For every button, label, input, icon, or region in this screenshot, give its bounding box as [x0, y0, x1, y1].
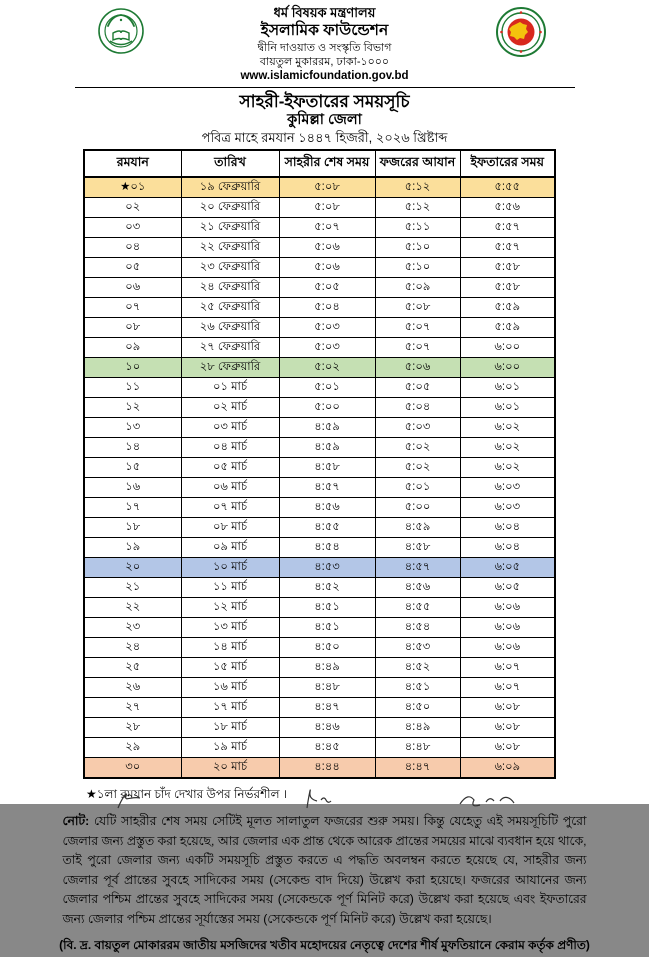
iftar-time-cell: ৬:০৬: [460, 598, 555, 618]
iftar-time-cell: ৬:০৮: [460, 738, 555, 758]
table-row: [84, 258, 555, 278]
ramadan-day-cell: ১৬: [84, 478, 181, 498]
table-row: [84, 418, 555, 438]
ramadan-day-cell: ★০১: [84, 177, 181, 198]
iftar-time-cell: ৬:০৩: [460, 478, 555, 498]
table-row: [84, 538, 555, 558]
ramadan-day-cell: ২৫: [84, 658, 181, 678]
fajr-time-cell: ৫:০২: [375, 458, 460, 478]
sahri-time-cell: ৪:৫০: [279, 638, 375, 658]
table-row: [84, 458, 555, 478]
ramadan-day-cell: ১৭: [84, 498, 181, 518]
date-cell: ১৬ মার্চ: [181, 678, 279, 698]
table-row: [84, 278, 555, 298]
date-cell: ১৯ মার্চ: [181, 738, 279, 758]
sahri-time-cell: ৫:০৩: [279, 338, 375, 358]
sahri-time-cell: ৫:০১: [279, 378, 375, 398]
fajr-time-cell: ৫:০৯: [375, 278, 460, 298]
address-line: বায়তুল মুকাররম, ঢাকা-১০০০: [259, 56, 390, 68]
page-subtitle: পবিত্র মাহে রমযান ১৪৪৭ হিজরী, ২০২৬ খ্রিষ্টাব্দ: [201, 130, 448, 145]
ramadan-day-cell: ২০: [84, 558, 181, 578]
sahri-time-cell: ৫:০৪: [279, 298, 375, 318]
sahri-time-cell: ৫:০৬: [279, 258, 375, 278]
ramadan-day-cell: ২৩: [84, 618, 181, 638]
fajr-time-cell: ৫:০১: [375, 478, 460, 498]
sahri-time-cell: ৪:৪৮: [279, 678, 375, 698]
table-row: [84, 658, 555, 678]
ministry-name: ধর্ম বিষয়ক মন্ত্রণালয়: [273, 5, 376, 20]
iftar-time-cell: ৫:৫৭: [460, 218, 555, 238]
date-cell: ১৪ মার্চ: [181, 638, 279, 658]
table-row: [84, 338, 555, 358]
document-header: [0, 0, 649, 83]
date-cell: ২০ ফেব্রুয়ারি: [181, 198, 279, 218]
table-row: [84, 438, 555, 458]
table-row: [84, 618, 555, 638]
table-row: [84, 318, 555, 338]
ramadan-day-cell: ০৮: [84, 318, 181, 338]
iftar-time-cell: ৬:০৯: [460, 758, 555, 779]
table-row: [84, 177, 555, 198]
fajr-time-cell: ৪:৫৬: [375, 578, 460, 598]
date-cell: ০৩ মার্চ: [181, 418, 279, 438]
fajr-time-cell: ৫:১০: [375, 238, 460, 258]
iftar-time-cell: ৬:০০: [460, 338, 555, 358]
signature-mark: [452, 788, 522, 808]
islamic-foundation-seal-icon: [98, 8, 144, 54]
fajr-time-cell: ৫:০৪: [375, 398, 460, 418]
table-row: [84, 518, 555, 538]
sahri-time-cell: ৪:৫১: [279, 618, 375, 638]
credit-line: (বি. দ্র. বায়তুল মোকাররম জাতীয় মসজিদের খতীব মহোদয়ের নেতৃত্বে দেশের শীর্ষ মুফতিয়ানে কেরাম কর্তৃক প্রণীত): [59, 938, 590, 952]
iftar-time-cell: ৬:০৭: [460, 658, 555, 678]
district-name: কুমিল্লা জেলা: [287, 112, 362, 128]
iftar-time-cell: ৬:০২: [460, 458, 555, 478]
sahri-time-cell: ৪:৫১: [279, 598, 375, 618]
iftar-time-cell: ৬:০৮: [460, 718, 555, 738]
ramadan-day-cell: ০২: [84, 198, 181, 218]
date-cell: ০৪ মার্চ: [181, 438, 279, 458]
table-row: [84, 378, 555, 398]
fajr-time-cell: ৫:১১: [375, 218, 460, 238]
ramadan-day-cell: ০৬: [84, 278, 181, 298]
sahri-time-cell: ৫:০৬: [279, 238, 375, 258]
table-row: [84, 558, 555, 578]
date-cell: ২০ মার্চ: [181, 758, 279, 779]
moon-sighting-note: ★১লা রমযান চাঁদ দেখার উপর নির্ভরশীল ।: [86, 787, 288, 801]
fajr-time-cell: ৪:৪৯: [375, 718, 460, 738]
fajr-time-cell: ৪:৫৩: [375, 638, 460, 658]
fajr-time-cell: ৫:০২: [375, 438, 460, 458]
table-row: [84, 578, 555, 598]
iftar-time-cell: ৫:৫৫: [460, 177, 555, 198]
sahri-time-cell: ৫:০৭: [279, 218, 375, 238]
iftar-time-cell: ৬:০১: [460, 398, 555, 418]
date-cell: ১৫ মার্চ: [181, 658, 279, 678]
header-divider: [75, 87, 575, 88]
iftar-time-cell: ৫:৫৮: [460, 278, 555, 298]
ramadan-day-cell: ১৮: [84, 518, 181, 538]
date-cell: ১৭ মার্চ: [181, 698, 279, 718]
fajr-time-cell: ৪:৫১: [375, 678, 460, 698]
iftar-time-cell: ৬:০২: [460, 418, 555, 438]
iftar-time-cell: ৬:০৫: [460, 558, 555, 578]
table-row: [84, 638, 555, 658]
ramadan-day-cell: ০৯: [84, 338, 181, 358]
table-row: [84, 398, 555, 418]
date-cell: ০৮ মার্চ: [181, 518, 279, 538]
table-row: [84, 738, 555, 758]
fajr-time-cell: ৪:৫৮: [375, 538, 460, 558]
iftar-time-cell: ৫:৫৮: [460, 258, 555, 278]
ramadan-day-cell: ২২: [84, 598, 181, 618]
fajr-time-cell: ৫:১০: [375, 258, 460, 278]
sahri-time-cell: ৪:৫৪: [279, 538, 375, 558]
fajr-time-cell: ৪:৫৪: [375, 618, 460, 638]
date-cell: ১১ মার্চ: [181, 578, 279, 598]
sahri-time-cell: ৫:০৫: [279, 278, 375, 298]
ramadan-day-cell: ১৪: [84, 438, 181, 458]
date-cell: ২৩ ফেব্রুয়ারি: [181, 258, 279, 278]
iftar-time-cell: ৬:০৩: [460, 498, 555, 518]
ramadan-day-cell: ১০: [84, 358, 181, 378]
fajr-time-cell: ৫:০৭: [375, 338, 460, 358]
iftar-time-cell: ৬:০৭: [460, 678, 555, 698]
table-row: [84, 698, 555, 718]
fajr-time-cell: ৪:৫৯: [375, 518, 460, 538]
fajr-time-cell: ৫:০০: [375, 498, 460, 518]
table-row: [84, 298, 555, 318]
fajr-time-cell: ৪:৫৭: [375, 558, 460, 578]
table-row: [84, 478, 555, 498]
fajr-time-cell: ৪:৪৭: [375, 758, 460, 779]
ramadan-day-cell: ১১: [84, 378, 181, 398]
note-label: নোট:: [62, 814, 90, 828]
sahri-time-cell: ৪:৫৭: [279, 478, 375, 498]
date-cell: ২৪ ফেব্রুয়ারি: [181, 278, 279, 298]
sahri-time-cell: ৪:৫৯: [279, 418, 375, 438]
date-cell: ২১ ফেব্রুয়ারি: [181, 218, 279, 238]
col-header-ramadan: রমযান: [84, 150, 181, 177]
fajr-time-cell: ৫:০৮: [375, 298, 460, 318]
signature-mark: [295, 786, 350, 808]
ramadan-day-cell: ২৭: [84, 698, 181, 718]
date-cell: ১৮ মার্চ: [181, 718, 279, 738]
col-header-iftar: ইফতারের সময়: [460, 150, 555, 177]
bangladesh-government-seal-icon: [496, 7, 546, 57]
table-row: [84, 598, 555, 618]
sahri-time-cell: ৪:৫৮: [279, 458, 375, 478]
sahri-time-cell: ৫:০৮: [279, 198, 375, 218]
ramadan-day-cell: ১৩: [84, 418, 181, 438]
date-cell: ০৬ মার্চ: [181, 478, 279, 498]
sahri-time-cell: ৪:৪৭: [279, 698, 375, 718]
col-header-date: তারিখ: [181, 150, 279, 177]
date-cell: ২৮ ফেব্রুয়ারি: [181, 358, 279, 378]
iftar-time-cell: ৫:৫৭: [460, 238, 555, 258]
ramadan-day-cell: ০৩: [84, 218, 181, 238]
sahri-time-cell: ৫:০০: [279, 398, 375, 418]
date-cell: ২৫ ফেব্রুয়ারি: [181, 298, 279, 318]
sahri-time-cell: ৪:৪৫: [279, 738, 375, 758]
table-row: [84, 678, 555, 698]
iftar-time-cell: ৬:০৬: [460, 618, 555, 638]
ramadan-day-cell: ২৬: [84, 678, 181, 698]
sahri-time-cell: ৫:০২: [279, 358, 375, 378]
fajr-time-cell: ৪:৫৫: [375, 598, 460, 618]
table-row: [84, 758, 555, 779]
iftar-time-cell: ৬:০৪: [460, 538, 555, 558]
iftar-time-cell: ৬:০৮: [460, 698, 555, 718]
date-cell: ১২ মার্চ: [181, 598, 279, 618]
date-cell: ০২ মার্চ: [181, 398, 279, 418]
fajr-time-cell: ৫:১২: [375, 177, 460, 198]
sahri-time-cell: ৪:৫২: [279, 578, 375, 598]
explanatory-note: [63, 812, 587, 929]
fajr-time-cell: ৫:০৬: [375, 358, 460, 378]
date-cell: ০১ মার্চ: [181, 378, 279, 398]
iftar-time-cell: ৫:৫৯: [460, 298, 555, 318]
iftar-time-cell: ৬:০২: [460, 438, 555, 458]
fajr-time-cell: ৪:৫২: [375, 658, 460, 678]
organization-name: ইসলামিক ফাউন্ডেশন: [260, 22, 389, 39]
website-url: www.islamicfoundation.gov.bd: [240, 70, 409, 82]
sahri-time-cell: ৫:০৩: [279, 318, 375, 338]
fajr-time-cell: ৫:০৩: [375, 418, 460, 438]
ramadan-day-cell: ১৯: [84, 538, 181, 558]
fajr-time-cell: ৫:০৫: [375, 378, 460, 398]
table-row: [84, 498, 555, 518]
date-cell: ২৭ ফেব্রুয়ারি: [181, 338, 279, 358]
date-cell: ১৯ ফেব্রুয়ারি: [181, 177, 279, 198]
iftar-time-cell: ৬:০৬: [460, 638, 555, 658]
iftar-time-cell: ৬:০১: [460, 378, 555, 398]
sahri-time-cell: ৪:৪৯: [279, 658, 375, 678]
fajr-time-cell: ৫:১২: [375, 198, 460, 218]
date-cell: ০৯ মার্চ: [181, 538, 279, 558]
table-row: [84, 358, 555, 378]
ramadan-day-cell: ২৪: [84, 638, 181, 658]
title-block: [0, 91, 649, 146]
fajr-time-cell: ৪:৪৮: [375, 738, 460, 758]
note-body: যেটি সাহরীর শেষ সময় সেটিই মূলত সালাতুল ফজরের শুরু সময়। কিন্তু যেহেতু এই সময়সূচিটি পুরো জেলার জন্য প্রস্তুত করা হয়েছে, আর জেলার এক প্রান্ত থেকে আরেক প্রান্তের সময়ের মাঝে ব্যবধান হয়ে থাকে, তাই পুরো জেলার জন্য একটি সময়সূচি প্রস্তুত করতে এ পদ্ধতি অবলম্বন করতে হয়েছে যে, সাহরীর জন্য জেলার পূর্ব প্রান্তের সুবহে সাদিকের সময় (সেকেন্ড বাদ দিয়ে) উল্লেখ করা হয়েছে। ফজরের আযানের জন্য জেলার পশ্চিম প্রান্তের সুবহে সাদিকের সময় (সেকেন্ডকে পূর্ণ মিনিট করে) উল্লেখ করা হয়েছে এবং ইফতারের জন্য জেলার পশ্চিম প্রান্তের সূর্যাস্তের সময় (সেকেন্ডকে পূর্ণ মিনিট করে) উল্লেখ করা হয়েছে।: [62, 814, 587, 926]
fajr-time-cell: ৪:৫০: [375, 698, 460, 718]
col-header-sahri: সাহরীর শেষ সময়: [279, 150, 375, 177]
sahri-time-cell: ৫:০৮: [279, 177, 375, 198]
iftar-time-cell: ৬:০৫: [460, 578, 555, 598]
fajr-time-cell: ৫:০৭: [375, 318, 460, 338]
sahri-time-cell: ৪:৪৬: [279, 718, 375, 738]
table-row: [84, 198, 555, 218]
schedule-table-header: [84, 150, 555, 177]
table-row: [84, 218, 555, 238]
ramadan-day-cell: ২৮: [84, 718, 181, 738]
date-cell: ২৬ ফেব্রুয়ারি: [181, 318, 279, 338]
ramadan-day-cell: ২৯: [84, 738, 181, 758]
date-cell: ১৩ মার্চ: [181, 618, 279, 638]
iftar-time-cell: ৬:০৪: [460, 518, 555, 538]
date-cell: ০৫ মার্চ: [181, 458, 279, 478]
ramadan-day-cell: ০৪: [84, 238, 181, 258]
iftar-time-cell: ৫:৫৬: [460, 198, 555, 218]
schedule-table: [83, 149, 556, 779]
ramadan-day-cell: ০৭: [84, 298, 181, 318]
sahri-time-cell: ৪:৫৩: [279, 558, 375, 578]
table-row: [84, 718, 555, 738]
ramadan-day-cell: ১২: [84, 398, 181, 418]
header-row: [84, 150, 555, 177]
schedule-table-body: [84, 177, 555, 778]
date-cell: ২২ ফেব্রুয়ারি: [181, 238, 279, 258]
department-name: দ্বীনি দাওয়াত ও সংস্কৃতি বিভাগ: [257, 42, 392, 54]
col-header-fajr: ফজরের আযান: [375, 150, 460, 177]
sahri-time-cell: ৪:৪৪: [279, 758, 375, 779]
sahri-time-cell: ৪:৫৫: [279, 518, 375, 538]
ramadan-day-cell: ১৫: [84, 458, 181, 478]
ramadan-day-cell: ২১: [84, 578, 181, 598]
date-cell: ১০ মার্চ: [181, 558, 279, 578]
signature-mark: [112, 788, 157, 808]
page-title: সাহরী-ইফতারের সময়সূচি: [239, 92, 410, 111]
sahri-time-cell: ৪:৫৬: [279, 498, 375, 518]
iftar-time-cell: ৬:০০: [460, 358, 555, 378]
iftar-time-cell: ৫:৫৯: [460, 318, 555, 338]
sahri-time-cell: ৪:৫৯: [279, 438, 375, 458]
table-row: [84, 238, 555, 258]
ramadan-day-cell: ৩০: [84, 758, 181, 779]
date-cell: ০৭ মার্চ: [181, 498, 279, 518]
ramadan-day-cell: ০৫: [84, 258, 181, 278]
